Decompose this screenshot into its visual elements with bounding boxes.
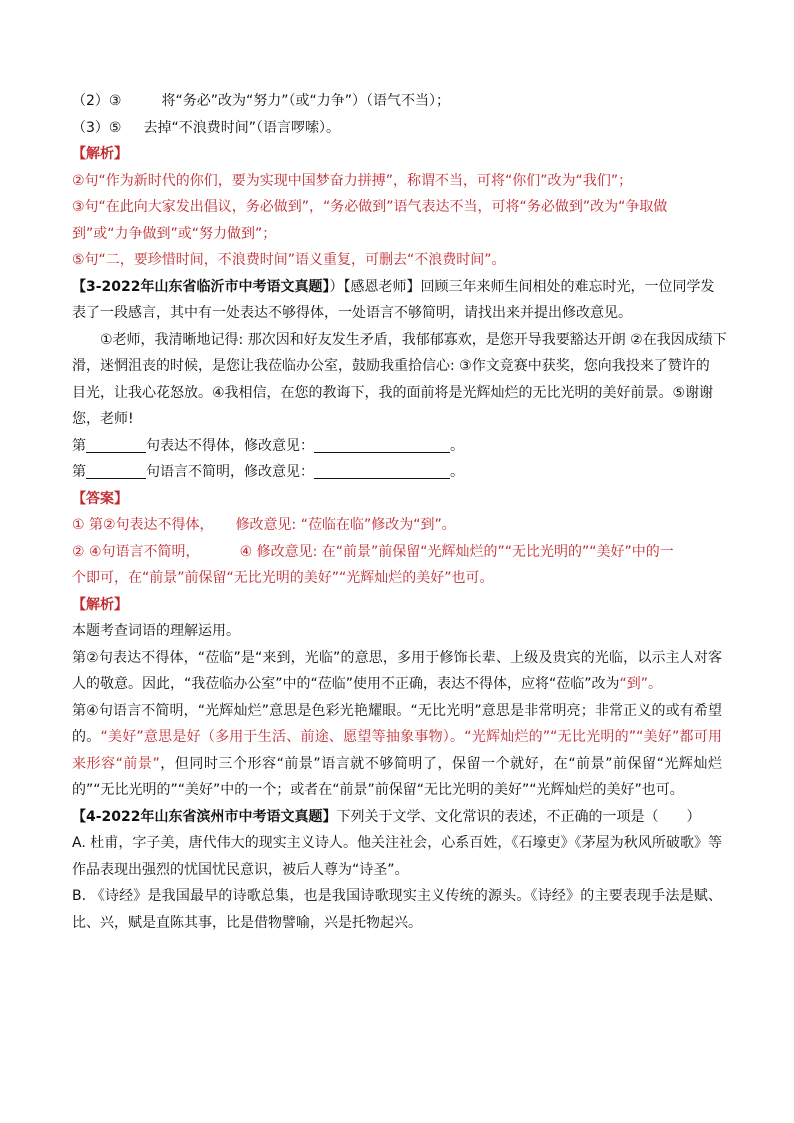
passage-line: ①老师，我清晰地记得: 那次因和好友发生矛盾，我郁郁寡欢，是您开导我要豁达开朗 ②在我因成绩下 bbox=[100, 331, 727, 348]
analysis-line: ⑤句“二，要珍惜时间，不浪费时间”语义重复，可删去“不浪费时间”。 bbox=[72, 252, 506, 268]
answer-label: 【答案】 bbox=[72, 490, 128, 507]
answer-line-2: ② ④句语言不简明， ④ 修改意见: 在“前景”前保留“光辉灿烂的”“无比光明的”“美好”中的一 bbox=[72, 543, 674, 560]
suggestion-blank[interactable] bbox=[314, 463, 450, 479]
fill-line-1: 第 句表达不得体，修改意见： 。 bbox=[72, 437, 464, 454]
question-stem: ）【感恩老师】回顾三年来师生间相处的难忘时光，一位同学发 bbox=[329, 278, 715, 295]
question-3-intro bbox=[72, 274, 722, 301]
option-b[interactable]: B. 《诗经》是我国最早的诗歌总集，也是我国诗歌现实主义传统的源头。《诗经》的主要表现手法是赋、比、兴，赋是直陈其事，比是借物譬喻，兴是托物起兴。 bbox=[72, 888, 722, 931]
analysis-line: 到”或“力争做到”或“努力做到”； bbox=[72, 225, 277, 242]
question-3-intro-cont: 表了一段感言，其中有一处表达不够得体，一处语言不够简明，请找出来并提出修改意见。 bbox=[72, 305, 632, 321]
prev-answer-2 bbox=[72, 88, 722, 115]
answer-text: 将“务必”改为“努力”（或“力争”）（语气不当）； bbox=[161, 93, 450, 109]
answer-line-3: 个即可，在“前景”前保留“无比光明的美好”“光辉灿烂的美好”也可。 bbox=[72, 570, 494, 586]
answer-line-1: ① 第②句表达不得体， 修改意见: “莅临在临”修改为“到”。 bbox=[72, 517, 456, 533]
passage-line: 目光，让我心花怒放。④我相信，在您的教诲下，我的面前将是光辉灿烂的无比光明的美好前景。⑤谢谢 bbox=[72, 384, 714, 401]
answer-number: （3）⑤ bbox=[72, 119, 122, 136]
question-stem: 下列关于文学、文化常识的表述，不正确的一项是（ ） bbox=[336, 808, 701, 825]
analysis-line: ③句“在此向大家发出倡议，务必做到”，“务必做到”语气表达不当，可将“务必做到”改为“争取做 bbox=[72, 199, 668, 215]
answer-number: （2）③ bbox=[72, 93, 122, 109]
passage-line: 您，老师! bbox=[72, 411, 134, 427]
fill-line-2: 第 句语言不简明，修改意见： 。 bbox=[72, 464, 464, 480]
analysis-intro: 本题考查词语的理解运用。 bbox=[72, 623, 240, 639]
question-source: 【4-2022年山东省滨州市中考语文真题】 bbox=[72, 808, 337, 825]
passage-line: 滑，迷惘沮丧的时候，是您让我莅临办公室，鼓励我重拾信心: ③作文竞赛中获奖，您向我投来了赞许的 bbox=[72, 358, 710, 374]
question-source: 【3-2022年山东省临沂市中考语文真题】 bbox=[72, 278, 330, 295]
sentence-number-blank[interactable] bbox=[86, 437, 146, 453]
analysis-paragraph-1: 第②句表达不得体，“莅临”是“来到，光临”的意思，多用于修饰长辈、上级及贵宾的光临，以示主人对客人的敬意。因此，“我莅临办公室”中的“莅临”使用不正确，表达不得体，应将“莅临”改为“到”。 bbox=[72, 649, 722, 692]
prev-answer-3 bbox=[72, 115, 722, 142]
question-4-stem bbox=[72, 804, 722, 831]
analysis-label: 【解析】 bbox=[72, 146, 128, 162]
analysis-label: 【解析】 bbox=[72, 596, 128, 613]
option-a[interactable]: A. 杜甫，字子美，唐代伟大的现实主义诗人。他关注社会，心系百姓，《石壕吏》《茅屋为秋风所破歌》等作品表现出强烈的忧国忧民意识，被后人尊为“诗圣”。 bbox=[72, 835, 722, 878]
analysis-line: ②句“作为新时代的你们，要为实现中国梦奋力拼搏”，称谓不当，可将“你们”改为“我们”； bbox=[72, 172, 633, 189]
document-page bbox=[72, 88, 727, 936]
answer-text: 去掉“不浪费时间”（语言啰嗦）。 bbox=[143, 119, 340, 136]
sentence-number-blank[interactable] bbox=[86, 463, 146, 479]
analysis-paragraph-2: 第④句语言不简明，“光辉灿烂”意思是色彩光艳耀眼。“无比光明”意思是非常明亮；非常正义的或有希望的。“美好”意思是好（多用于生活、前途、愿望等抽象事物）。“光辉灿烂的”“无比光明的”“美好”都可用来形容“前景”，但同时三个形容“前景”语言就不够简明了，保留一个就好，在“前景”前保留“光辉灿烂的”“无比光明的”“美好”中的一个；或者在“前景”前保留“无比光明的美好”“光辉灿烂的美好”也可。 bbox=[72, 702, 722, 798]
suggestion-blank[interactable] bbox=[314, 437, 450, 453]
